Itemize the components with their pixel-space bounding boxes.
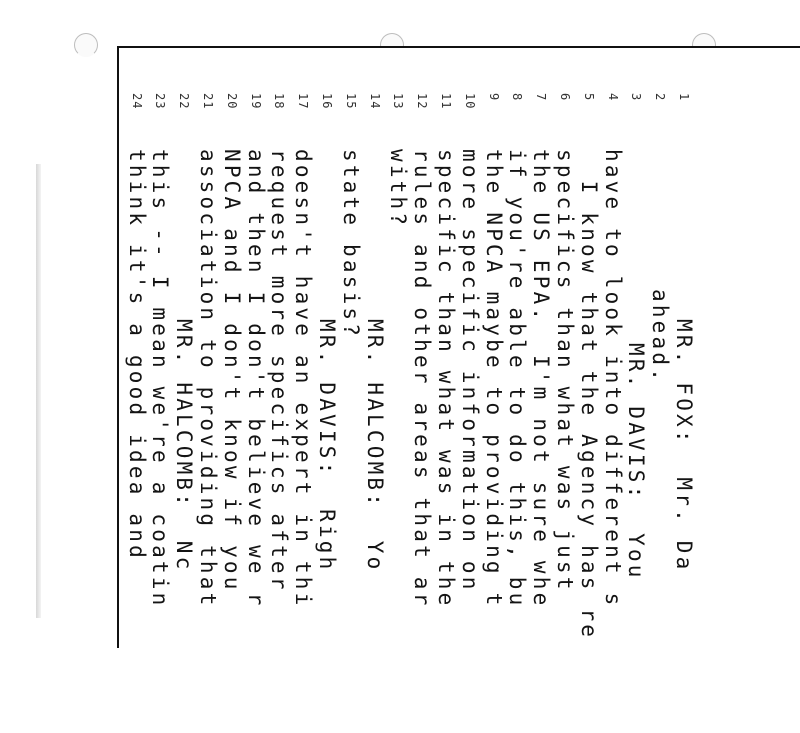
line-text: if you're able to do this, bu <box>505 149 530 609</box>
line-number: 15 <box>343 93 358 110</box>
line-text: state basis? <box>338 149 363 340</box>
line-number: 13 <box>391 93 406 110</box>
line-number: 9 <box>486 93 501 102</box>
line-text: association to providing that <box>196 149 220 609</box>
line-text: with? <box>386 149 411 229</box>
line-text: have to look into different s <box>600 149 625 609</box>
transcript-page <box>117 46 800 648</box>
line-text: MR. DAVIS: Righ <box>315 319 339 573</box>
line-text: doesn't have an expert in thi <box>291 149 316 609</box>
line-text: the US EPA. I'm not sure whe <box>529 149 554 609</box>
line-text: MR. HALCOMB: Yo <box>362 319 387 573</box>
line-number: 16 <box>320 93 334 110</box>
line-text: this -- I mean we're a coatin <box>148 149 173 609</box>
line-number: 18 <box>272 93 287 110</box>
page-edge-shadow <box>36 164 41 618</box>
line-text: MR. HALCOMB: Nc <box>172 319 197 573</box>
line-text: the NPCA maybe to providing t <box>481 149 506 609</box>
line-text: think it's a good idea and <box>124 149 149 577</box>
line-number: 3 <box>629 93 644 102</box>
line-number: 14 <box>367 93 382 110</box>
line-number: 12 <box>415 93 430 110</box>
line-text: and then I don't believe we r <box>243 149 268 609</box>
line-text: specific than what was in the <box>434 149 458 609</box>
line-number: 6 <box>558 93 572 102</box>
punch-hole-left <box>74 33 98 57</box>
line-text: specifics than what was just <box>553 149 577 593</box>
line-text: MR. DAVIS: You <box>624 343 649 581</box>
line-number: 20 <box>224 93 239 110</box>
line-number: 10 <box>462 93 477 110</box>
line-number: 7 <box>534 93 549 102</box>
line-text: rules and other areas that ar <box>410 149 435 609</box>
line-number: 23 <box>153 93 168 110</box>
line-text: request more specifics after <box>267 149 292 593</box>
line-text: more specific information on <box>457 149 482 593</box>
line-text: NPCA and I don't know if you <box>219 149 244 593</box>
line-text: ahead. <box>648 289 673 385</box>
transcript-text-block <box>124 93 696 733</box>
line-number: 1 <box>677 93 691 102</box>
line-number: 2 <box>653 93 668 102</box>
line-number: 22 <box>177 93 192 110</box>
line-number: 21 <box>201 93 215 110</box>
line-number: 11 <box>439 93 453 110</box>
line-text: MR. FOX: Mr. Da <box>672 319 696 573</box>
line-number: 4 <box>605 93 620 102</box>
line-text: I know that the Agency has re <box>576 149 601 641</box>
line-number: 24 <box>129 93 144 110</box>
line-number: 8 <box>510 93 525 102</box>
line-number: 5 <box>581 93 596 102</box>
line-number: 19 <box>248 93 263 110</box>
line-number: 17 <box>296 93 311 110</box>
